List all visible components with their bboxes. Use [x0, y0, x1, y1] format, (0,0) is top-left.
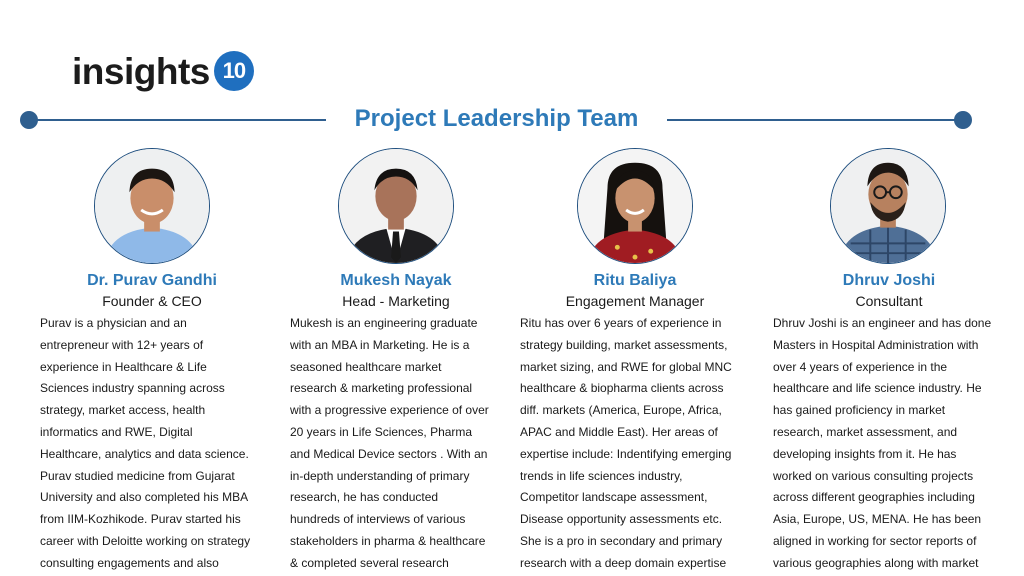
bio-line: over 4 years of experience in the	[773, 359, 948, 374]
member-photo-mukesh	[338, 148, 454, 264]
member-photo-ritu	[577, 148, 693, 264]
bio-line: informatics and RWE, Digital	[40, 424, 193, 439]
bio-line: University and also completed his MBA	[40, 490, 249, 505]
brand-wordmark: insights	[72, 50, 210, 92]
title-right-line	[667, 119, 963, 121]
page-title: Project Leadership Team	[354, 105, 639, 132]
member-bio	[773, 313, 991, 575]
bio-line: strategy, market access, health	[40, 403, 206, 418]
bio-line: research, he has conducted	[290, 490, 439, 505]
portrait-icon	[578, 149, 692, 263]
bio-line: She is a pro in secondary and primary	[520, 533, 723, 548]
bio-line: 20 years in Life Sciences, Pharma	[290, 424, 473, 439]
bio-line: with an MBA in Marketing. He is a	[290, 337, 470, 352]
member-photo-purav	[94, 148, 210, 264]
bio-line: aligned in working for sector reports of	[773, 533, 977, 548]
portrait-icon	[95, 149, 209, 263]
bio-line: research & marketing professional	[290, 381, 473, 396]
member-name: Mukesh Nayak	[340, 272, 452, 289]
member-bio	[520, 313, 732, 575]
bio-line: research with a deep domain expertise	[520, 555, 727, 570]
bio-line: experience in Healthcare & Life	[40, 359, 207, 374]
bio-line: & completed several research	[290, 555, 449, 570]
member-role: Engagement Manager	[565, 293, 705, 309]
member-photo-dhruv	[830, 148, 946, 264]
bio-line: Purav is a physician and an	[40, 316, 187, 330]
member-role: Founder & CEO	[102, 293, 202, 309]
bio-line: trends in life sciences industry,	[520, 468, 683, 483]
bio-line: in-depth understanding of primary	[290, 468, 470, 483]
bio-line: research, market assessment, and	[773, 424, 958, 439]
member-bio	[40, 313, 250, 575]
title-left-line	[30, 119, 326, 121]
bio-line: from IIM-Kozhikode. Purav started his	[40, 512, 241, 527]
bio-line: seasoned healthcare market	[290, 359, 442, 374]
bio-line: Dhruv Joshi is an engineer and has done	[773, 316, 992, 330]
bio-line: healthcare and life science industry. He	[773, 381, 982, 396]
bio-line: across different geographies including	[773, 490, 975, 505]
bio-line: stakeholders in pharma & healthcare	[290, 533, 486, 548]
member-name: Dhruv Joshi	[842, 272, 936, 289]
bio-line: with a progressive experience of over	[290, 403, 489, 418]
bio-line: Disease opportunity assessments etc.	[520, 512, 723, 527]
bio-line: Purav studied medicine from Gujarat	[40, 468, 235, 483]
bio-line: APAC and Middle East). Her areas of	[520, 424, 718, 439]
bio-line: Mukesh is an engineering graduate	[290, 316, 478, 330]
bio-line: developing insights from it. He has	[773, 446, 957, 461]
bio-line: Healthcare, analytics and data science.	[40, 446, 249, 461]
portrait-icon	[339, 149, 453, 263]
bio-line: and Medical Device sectors . With an	[290, 446, 488, 461]
portrait-icon	[831, 149, 945, 263]
bio-line: Ritu has over 6 years of experience in	[520, 316, 722, 330]
bio-line: diff. markets (America, Europe, Africa,	[520, 403, 722, 418]
bio-line: Asia, Europe, US, MENA. He has been	[773, 512, 982, 527]
bio-line: various geographies along with market	[773, 555, 979, 570]
bio-line: healthcare & biopharma clients across	[520, 381, 724, 396]
title-right-dot	[954, 111, 972, 129]
bio-line: worked on various consulting projects	[773, 468, 974, 483]
bio-line: Competitor landscape assessment,	[520, 490, 708, 505]
bio-line: Masters in Hospital Administration with	[773, 337, 979, 352]
bio-line: market sizing, and RWE for global MNC	[520, 359, 732, 374]
bio-line: expertise include: Indentifying emerging	[520, 446, 732, 461]
member-name: Ritu Baliya	[593, 272, 677, 289]
member-name: Dr. Purav Gandhi	[87, 272, 217, 289]
brand-logo	[72, 50, 254, 92]
member-role: Head - Marketing	[342, 293, 450, 309]
bio-line: consulting engagements and also	[40, 555, 219, 570]
brand-number-badge: 10	[214, 51, 254, 91]
member-role: Consultant	[855, 293, 923, 309]
bio-line: strategy building, market assessments,	[520, 337, 728, 352]
bio-line: career with Deloitte working on strategy	[40, 533, 251, 548]
bio-line: has gained proficiency in market	[773, 403, 946, 418]
member-bio	[290, 313, 489, 575]
bio-line: Sciences industry spanning across	[40, 381, 225, 396]
bio-line: hundreds of interviews of various	[290, 512, 466, 527]
bio-line: entrepreneur with 12+ years of	[40, 337, 204, 352]
